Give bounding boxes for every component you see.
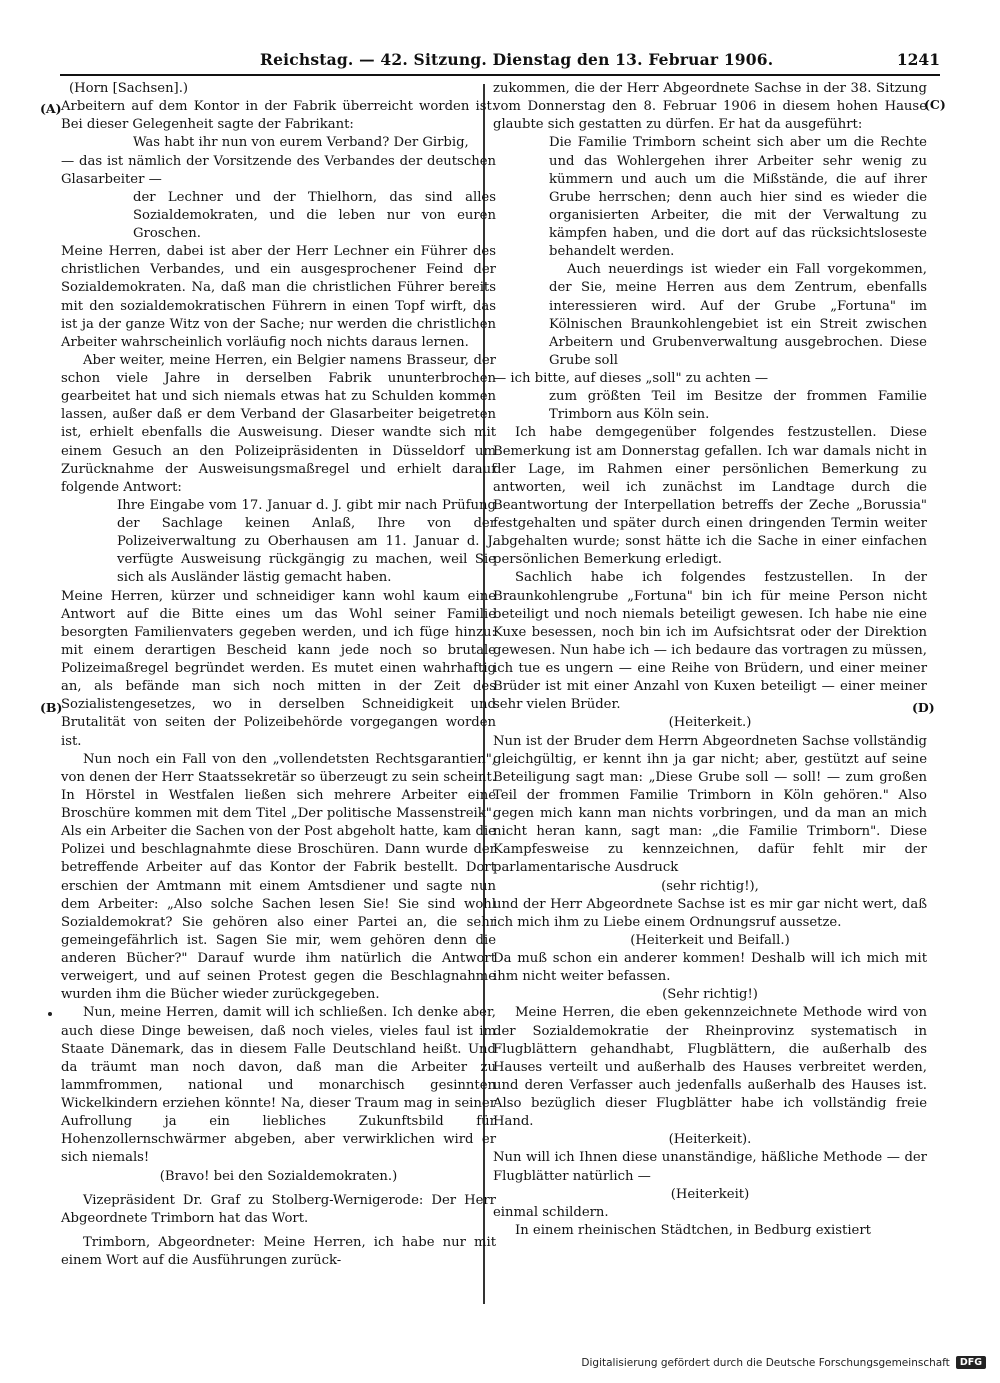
dfg-logo: DFG: [956, 1356, 986, 1369]
quote: Die Familie Trimborn scheint sich aber um die Rechte und das Wohlergehen ihrer Arbeiter sehr wenig zu kümmern und auch um die Mißstände, die auf ihrer Grube herrschen; denn auch hier sind es wieder die organisierten Arbeiter, die mit der Verwaltung zu kämpfen haben, und die dort auf das rücksichtsloseste behandelt werden.: [549, 135, 927, 260]
page-header: [60, 48, 940, 76]
margin-label-a: (A): [40, 101, 62, 116]
paragraph: Arbeitern auf dem Kontor in der Fabrik überreicht worden ist. Bei dieser Gelegenheit sagte der Fabrikant:: [61, 99, 496, 133]
paragraph: In einem rheinischen Städtchen, in Bedburg existiert: [515, 1222, 871, 1238]
margin-label-b: (B): [40, 700, 63, 715]
footer: [581, 1356, 986, 1369]
interjection: (Heiterkeit.): [668, 715, 752, 731]
margin-label-d: (D): [912, 700, 935, 715]
quote: zum größten Teil im Besitze der frommen Familie Trimborn aus Köln sein.: [549, 389, 927, 423]
interjection: (Heiterkeit): [670, 1186, 750, 1202]
paragraph-president: Vizepräsident Dr. Graf zu Stolberg-Wernigerode: Der Herr Abgeordnete Trimborn hat das Wort.: [61, 1192, 496, 1226]
paragraph: Nun, meine Herren, damit will ich schließen. Ich denke aber, auch diese Dinge beweisen, daß noch vieles, vieles faul ist im Staate Dänemark, das in diesem Falle Deutschland heißt. Und da träumt man noch davon, daß man die Arbeiter zu lammfrommen, national und monarchisch gesinnten Wickelkindern erziehen könnte! Na, dieser Traum mag in seiner Aufrollung ja ein liebliches Zukunftsbild für Hohenzollernschwärmer abgeben, aber verwirklichen wird er sich niemals!: [61, 1005, 496, 1166]
quote: Was habt ihr nun von eurem Verband? Der Girbig,: [133, 135, 469, 151]
paragraph: Sachlich habe ich folgendes festzustellen. In der Braunkohlengrube „Fortuna" bin ich für meine Person nicht beteiligt und noch niemals beteiligt gewesen. Ich habe nie eine Kuxe besessen, noch bin ich im Aufsichtsrat oder der Direktion gewesen. Nun habe ich — ich bedaure das vortragen zu müssen, ich tue es ungern — eine Reihe von Brüdern, und einer meiner Brüder ist mit einer Anzahl von Kuxen beteiligt — einer meiner sehr vielen Brüder.: [493, 570, 927, 713]
paragraph: Meine Herren, die eben gekennzeichnete Methode wird von der Sozialdemokratie der Rheinprovinz systematisch in Flugblättern gehandhabt, Flugblättern, die außerhalb des Hauses verteilt und außerhalb des Hauses verbreitet werden, und deren Verfasser auch jedenfalls außerhalb des Hauses ist. Also bezüglich dieser Flugblätter habe ich vollständig freie Hand.: [493, 1005, 927, 1130]
paragraph: Da muß schon ein anderer kommen! Deshalb will ich mich mit ihm nicht weiter befassen.: [493, 951, 927, 985]
paragraph: Nun noch ein Fall von den „vollendetsten Rechtsgarantien", von denen der Herr Staatssekretär so überzeugt zu sein scheint. In Hörstel in Westfalen ließen sich mehrere Arbeiter eine Broschüre kommen mit dem Titel „Der politische Massenstreik". Als ein Arbeiter die Sachen von der Post abgeholt hatte, kam die Polizei und beschlagnahmte diese Broschüren. Dann wurde der betreffende Arbeiter auf das Kontor der Fabrik bestellt. Dort erschien der Amtmann mit einem Amtsdiener und sagte nun dem Arbeiter: „Also solche Sachen lesen Sie! Sie sind wohl Sozialdemokrat? Sie gehören also einer Partei an, die sehr gemeingefährlich ist. Sagen Sie mir, wem gehören denn die anderen Bücher?" Darauf wurde ihm natürlich die Antwort verweigert, und auf seinen Protest gegen die Beschlagnahme wurden ihm die Bücher wieder zurückgegeben.: [61, 751, 496, 1003]
paragraph: — das ist nämlich der Vorsitzende des Verbandes der deutschen Glasarbeiter —: [61, 153, 496, 187]
paragraph: Nun ist der Bruder dem Herrn Abgeordneten Sachse vollständig gleichgültig, er kennt ihn ja gar nicht; aber, gestützt auf seine Beteiligung sagt man: „Diese Grube soll — soll! — zum großen Teil der frommen Familie Trimborn in Köln gehören." Also gegen mich kann man nichts vorbringen, und da man an mich nicht heran kann, sagt man: „die Familie Trimborn". Diese Kampfesweise zu kennzeichnen, dafür fehlt mir der parlamentarische Ausdruck: [493, 733, 927, 876]
paragraph: zukommen, die der Herr Abgeordnete Sachse in der 38. Sitzung vom Donnerstag den 8. Februar 1906 in diesem hohen Hause glaubte sich gestatten zu dürfen. Er hat da ausgeführt:: [493, 81, 927, 133]
quote: Auch neuerdings ist wieder ein Fall vorgekommen, der Sie, meine Herren aus dem Zentrum, ebenfalls interessieren wird. Auf der Grube „Fortuna" im Kölnischen Braunkohlengebiet ist ein Streit zwischen Arbeitern und Grubenverwaltung ausgebrochen. Diese Grube soll: [549, 262, 927, 368]
paragraph: Meine Herren, dabei ist aber der Herr Lechner ein Führer des christlichen Verbandes, und ein ausgesprochener Feind der Sozialdemokraten. Na, daß man die christlichen Führer bereits mit den sozialdemokratischen Führern in einen Topf wirft, das ist ja der ganze Witz von der Sache; nur werden die christlichen Arbeiter wahrscheinlich vorläufig noch nichts daraus lernen.: [61, 244, 496, 350]
paragraph: einmal schildern.: [493, 1204, 609, 1220]
margin-label-c: (C): [924, 97, 946, 112]
paragraph: Nun will ich Ihnen diese unanständige, häßliche Methode — der Flugblätter natürlich —: [493, 1150, 927, 1184]
interjection: (Heiterkeit und Beifall.): [630, 932, 790, 948]
right-column: [493, 80, 927, 1240]
interjection: (sehr richtig!),: [661, 878, 759, 894]
paragraph: Ich habe demgegenüber folgendes festzustellen. Diese Bemerkung ist am Donnerstag gefallen. Ich war damals nicht in der Lage, im Rahmen einer persönlichen Bemerkung zu antworten, weil ich zunächst im Landtage durch die Beantwortung der Interpellation betreffs der Zeche „Borussia" festgehalten und später durch einen dringenden Termin weiter abgehalten wurde; sonst hätte ich die Sache in einer einfachen persönlichen Bemerkung erledigt.: [493, 425, 927, 568]
speaker-tag: (Horn [Sachsen].): [69, 81, 189, 96]
interjection: (Bravo! bei den Sozialdemokraten.): [159, 1168, 398, 1184]
page-number: 1241: [896, 50, 940, 69]
left-column: [61, 80, 496, 1270]
paragraph: Aber weiter, meine Herren, ein Belgier namens Brasseur, der schon viele Jahre in derselben Fabrik ununterbrochen gearbeitet hat und sich niemals etwas hat zu Schulden kommen lassen, außer daß er dem Verband der Glasarbeiter beigetreten ist, erhielt ebenfalls die Ausweisung. Dieser wandte sich mit einem Gesuch an den Polizeipräsidenten in Düsseldorf um Zurücknahme der Ausweisungsmaßregel und erhielt darauf folgende Antwort:: [61, 352, 496, 495]
footer-text: Digitalisierung gefördert durch die Deutsche Forschungsgemeinschaft: [581, 1356, 950, 1369]
paragraph: und der Herr Abgeordnete Sachse ist es mir gar nicht wert, daß ich mich ihm zu Liebe einem Ordnungsruf aussetze.: [493, 896, 927, 930]
interjection: (Sehr richtig!): [662, 987, 758, 1003]
paragraph: — ich bitte, auf dieses „soll" zu achten —: [493, 371, 769, 386]
quote: Ihre Eingabe vom 17. Januar d. J. gibt mir nach Prüfung der Sachlage keinen Anlaß, Ihre von der Polizeiverwaltung zu Oberhausen am 11. Januar d. J. verfügte Ausweisung rückgängig zu machen, weil Sie sich als Ausländer lästig gemacht haben.: [117, 497, 496, 586]
paragraph: Meine Herren, kürzer und schneidiger kann wohl kaum eine Antwort auf die Bitte eines um das Wohl seiner Familie besorgten Familienvaters gegeben werden, und ich füge hinzu: mit einem derartigen Bescheid kann jede noch so brutale Polizeimaßregel begründet werden. Es mutet einen wahrhaftig an, als befände man sich noch mitten in der Zeit des Sozialistengesetzes, wo in derselben Schneidigkeit und Brutalität von seiten der Polizeibehörde vorgegangen worden ist.: [61, 588, 496, 749]
margin-dot: [48, 1012, 52, 1016]
interjection: (Heiterkeit).: [668, 1132, 752, 1148]
quote: der Lechner und der Thielhorn, das sind alles Sozialdemokraten, und die leben nur von euren Groschen.: [133, 189, 496, 241]
header-title: Reichstag. — 42. Sitzung. Dienstag den 13. Februar 1906.: [260, 50, 774, 69]
paragraph-trimborn: Trimborn, Abgeordneter: Meine Herren, ich habe nur mit einem Wort auf die Ausführungen zurück-: [61, 1234, 496, 1268]
